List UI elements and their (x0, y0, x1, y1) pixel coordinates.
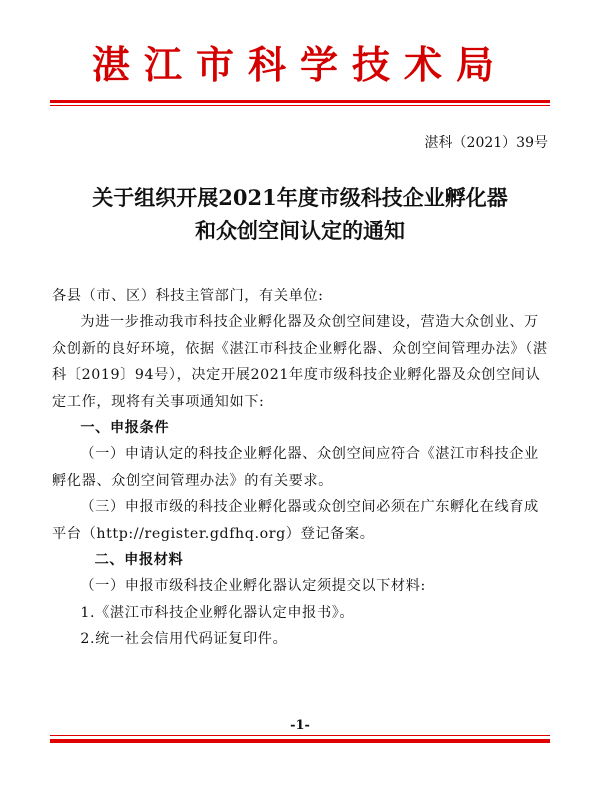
agency-header: 湛江市科学技术局 (91, 42, 508, 87)
section1-item3: （三）申报市级的科技企业孵化器或众创空间必须在广东孵化在线育成平台（http://register.gdfhq.org）登记备案。 (52, 499, 539, 542)
footer-red-rule-thick (50, 739, 550, 743)
document-body (52, 283, 552, 653)
page-number: -1- (290, 718, 310, 733)
salutation: 各县（市、区）科技主管部门，有关单位: (52, 288, 324, 304)
document-title-line1: 关于组织开展2021年度市级科技企业孵化器 (92, 185, 508, 210)
document-number: 湛科（2021）39号 (424, 135, 548, 151)
section1-item1: （一）申请认定的科技企业孵化器、众创空间应符合《湛江市科技企业孵化器、众创空间管理办法》的有关要求。 (52, 446, 539, 489)
section2-item1: 1.《湛江市科技企业孵化器认定申报书》。 (80, 604, 355, 621)
header-red-rule-thin (50, 105, 550, 106)
footer-red-rule-thin (50, 735, 550, 736)
section2-heading: 二、申报材料 (94, 552, 184, 569)
section2-item2: 2.统一社会信用代码证复印件。 (80, 631, 288, 648)
section2-subheading: （一）申报市级科技企业孵化器认定须提交以下材料: (80, 578, 426, 595)
intro-paragraph: 为进一步推动我市科技企业孵化器及众创空间建设，营造大众创业、万众创新的良好环境，依据《湛江市科技企业孵化器、众创空间管理办法》（湛科〔2019〕94号），决定开展2021年度市级科技企业孵化器及众创空间认定工作，现将有关事项通知如下: (52, 314, 548, 410)
section1-heading: 一、申报条件 (80, 420, 170, 437)
document-title-line2: 和众创空间认定的通知 (195, 218, 405, 243)
header-red-rule-thick (50, 100, 550, 103)
